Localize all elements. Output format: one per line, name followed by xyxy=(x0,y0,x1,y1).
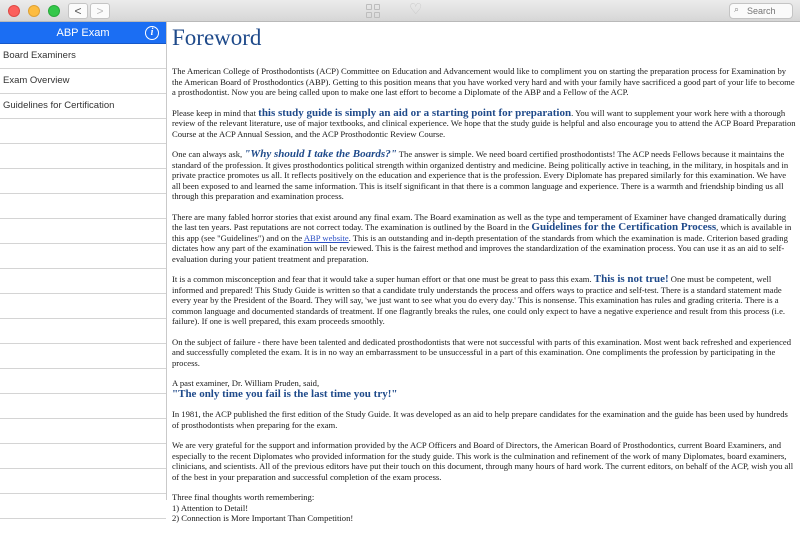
paragraph-text: , which is available in this app (see "Guidelines") and on the xyxy=(172,222,792,243)
sidebar-empty-row xyxy=(0,394,166,419)
sidebar-empty-row xyxy=(0,469,166,494)
paragraph-final-thoughts xyxy=(172,492,796,524)
window-zoom-button[interactable] xyxy=(48,5,60,17)
paragraph-text: . You will want to supplement your work here with a thorough review of the relevant literature, use of major textbooks, and clinical experience. We hope that the study guide is helpful and also encourage you to attend the ACP Board Preparation Course at the ACP Annual Session, and the ACP Prosthodontic Review Course. xyxy=(172,107,796,139)
sidebar-empty-row xyxy=(0,244,166,269)
list-item: 1) Attention to Detail! xyxy=(172,502,249,513)
highlight-text: this study guide is simply an aid or a starting point for preparation xyxy=(258,106,572,119)
window-minimize-button[interactable] xyxy=(28,5,40,17)
content-pane[interactable] xyxy=(168,22,800,523)
sidebar xyxy=(0,22,167,500)
paragraph-text: One can always ask, xyxy=(172,149,245,159)
paragraph-intro xyxy=(172,66,796,98)
quote-text: "The only time you fail is the last time you try!" xyxy=(172,387,398,400)
forward-button[interactable]: > xyxy=(90,3,110,19)
paragraph-history xyxy=(172,409,796,430)
paragraph-text: We are very grateful for the support and information provided by the ACP Officers and Board of Directors, the American Board of Prosthodontics, current Board Examiners, and especially to the recent Diplomates who provided information for the study guide. This work is the culmination and refinement of the work of many Diplomates, board examiners, clinicians, and scientists. All of the previous editors have put their touch on this document, through many hours of hard work. The current editors, on behalf of the ACP, wish you all of the best in your preparation and successful completion of the exam process. xyxy=(172,440,794,482)
favorite-heart-icon[interactable]: ♡ xyxy=(409,1,423,18)
grid-view-icon[interactable] xyxy=(366,4,380,18)
sidebar-item-guidelines[interactable] xyxy=(0,94,166,119)
paragraph-text: Please keep in mind that xyxy=(172,107,259,118)
paragraph-text: . This is an outstanding and in-depth presentation of the standards from which the examination is made. Criterion based grading dictates how any part of the examination will be reviewed. This is the fairest method and improves the standardization of the examination process. You can use it as an aid to self-evaluation during your patient treatment and preparation. xyxy=(172,232,788,264)
list-item: 2) Connection is More Important Than Competition! xyxy=(172,513,354,523)
paragraph-quote xyxy=(172,378,796,399)
sidebar-empty-row xyxy=(0,344,166,369)
paragraph-text: Three final thoughts worth remembering: xyxy=(172,492,315,502)
paragraph-study-guide xyxy=(172,108,796,140)
sidebar-empty-row xyxy=(0,444,166,469)
back-button[interactable]: < xyxy=(68,3,88,19)
sidebar-empty-row xyxy=(0,269,166,294)
sidebar-empty-row xyxy=(0,294,166,319)
paragraph-misconception xyxy=(172,274,796,327)
sidebar-empty-row xyxy=(0,194,166,219)
paragraph-text: One must be competent, well informed and prepared! This Study Guide is written so that a candidate truly understands the process and offers ways to practice and self-test. There is a standard statement made every year by the President of the Board. They will say, 'we just want to see what you do every day.' This is nonsense. This examination has rules and grading criteria. There is a common language and documented standards of treatment. If one flagrantly breaks the rules, one could only expect to have a negative experience and result from this process (i.e. failure). If one is well prepared, this exam proceeds smoothly. xyxy=(172,274,786,326)
sidebar-empty-row xyxy=(0,419,166,444)
sidebar-header xyxy=(0,22,166,44)
abp-website-link[interactable]: ABP website xyxy=(303,232,349,243)
paragraph-text: There are many fabled horror stories that exist around any final exam. The Board examination as well as the type and temperament of Examiner have changed dramatically during the last ten years. Past reputations are not correct today. The examination is outlined by the Board in the xyxy=(172,211,787,232)
sidebar-empty-row xyxy=(0,494,166,519)
page-title: Foreword xyxy=(172,25,262,50)
paragraph-text: It is a common misconception and fear that it would take a super human effort or that one must be great to pass this exam. xyxy=(172,274,594,284)
paragraph-text: A past examiner, Dr. William Pruden, said, xyxy=(172,378,320,388)
sidebar-item-label: Board Examiners xyxy=(3,50,76,61)
search-field[interactable] xyxy=(729,3,793,19)
paragraph-horror-stories xyxy=(172,212,796,265)
sidebar-empty-row xyxy=(0,144,166,169)
sidebar-item-exam-overview[interactable] xyxy=(0,69,166,94)
paragraph-thanks xyxy=(172,440,796,482)
paragraph-text: The answer is simple. We need board certified prosthodontists! The ACP needs Fellows because it maintains the standard of the profession. It gives prosthodontics political strength within organized dentistry and medicine. Being politically active in teaching, in the military, in hospitals and in private practice promotes us all. It reflects positively on the education and experience that is the profession. Every Diplomate has prepared similarly for this examination. We have all been exposed to and learned the same information. This is itself significant in that there is a common language and experience. There is a warmth and friendship binding us all through this preparation and examination process. xyxy=(172,149,789,201)
sidebar-empty-row xyxy=(0,319,166,344)
sidebar-empty-row xyxy=(0,119,166,144)
sidebar-item-label: Guidelines for Certification xyxy=(3,100,115,111)
highlight-text: This is not true! xyxy=(593,273,669,285)
search-icon: ⌕ xyxy=(734,4,740,14)
highlight-text: Guidelines for the Certification Process xyxy=(531,221,717,233)
sidebar-empty-row xyxy=(0,369,166,394)
paragraph-text: On the subject of failure - there have been talented and dedicated prosthodontists that were not successful with parts of this examination. Most went back refreshed and experienced and successfully completed the exam. It is in no way an embarrassment to be unsuccessful in a part of this examination. One compliments the profession by participating in the process. xyxy=(172,336,792,368)
paragraph-text: The American College of Prosthodontists (ACP) Committee on Education and Advancement would like to compliment you on starting the preparation process for Examination by the American Board of Prosthodontics (ABP). Getting to this position means that you have worked very hard and with your family have sacrificed a good part of your life to become a prosthodontist. Now you are being called upon to make one last effort to become a Diplomate of the ABP and a Fellow of the ACP. xyxy=(172,66,795,97)
sidebar-empty-row xyxy=(0,169,166,194)
paragraph-text: In 1981, the ACP published the first edition of the Study Guide. It was developed as an aid to help prepare candidates for the examination and the guide has been used by hundreds of prosthodontists when preparing for the exam. xyxy=(172,409,788,430)
window-titlebar xyxy=(0,0,800,22)
highlight-text: "Why should I take the Boards?" xyxy=(244,148,397,160)
info-icon[interactable]: i xyxy=(145,26,159,40)
sidebar-item-board-examiners[interactable] xyxy=(0,44,166,69)
sidebar-empty-row xyxy=(0,219,166,244)
sidebar-title: ABP Exam xyxy=(56,27,110,39)
sidebar-item-label: Exam Overview xyxy=(3,75,70,86)
paragraph-failure xyxy=(172,337,796,369)
foreword-body xyxy=(172,66,796,534)
paragraph-why-boards xyxy=(172,149,796,202)
window-close-button[interactable] xyxy=(8,5,20,17)
